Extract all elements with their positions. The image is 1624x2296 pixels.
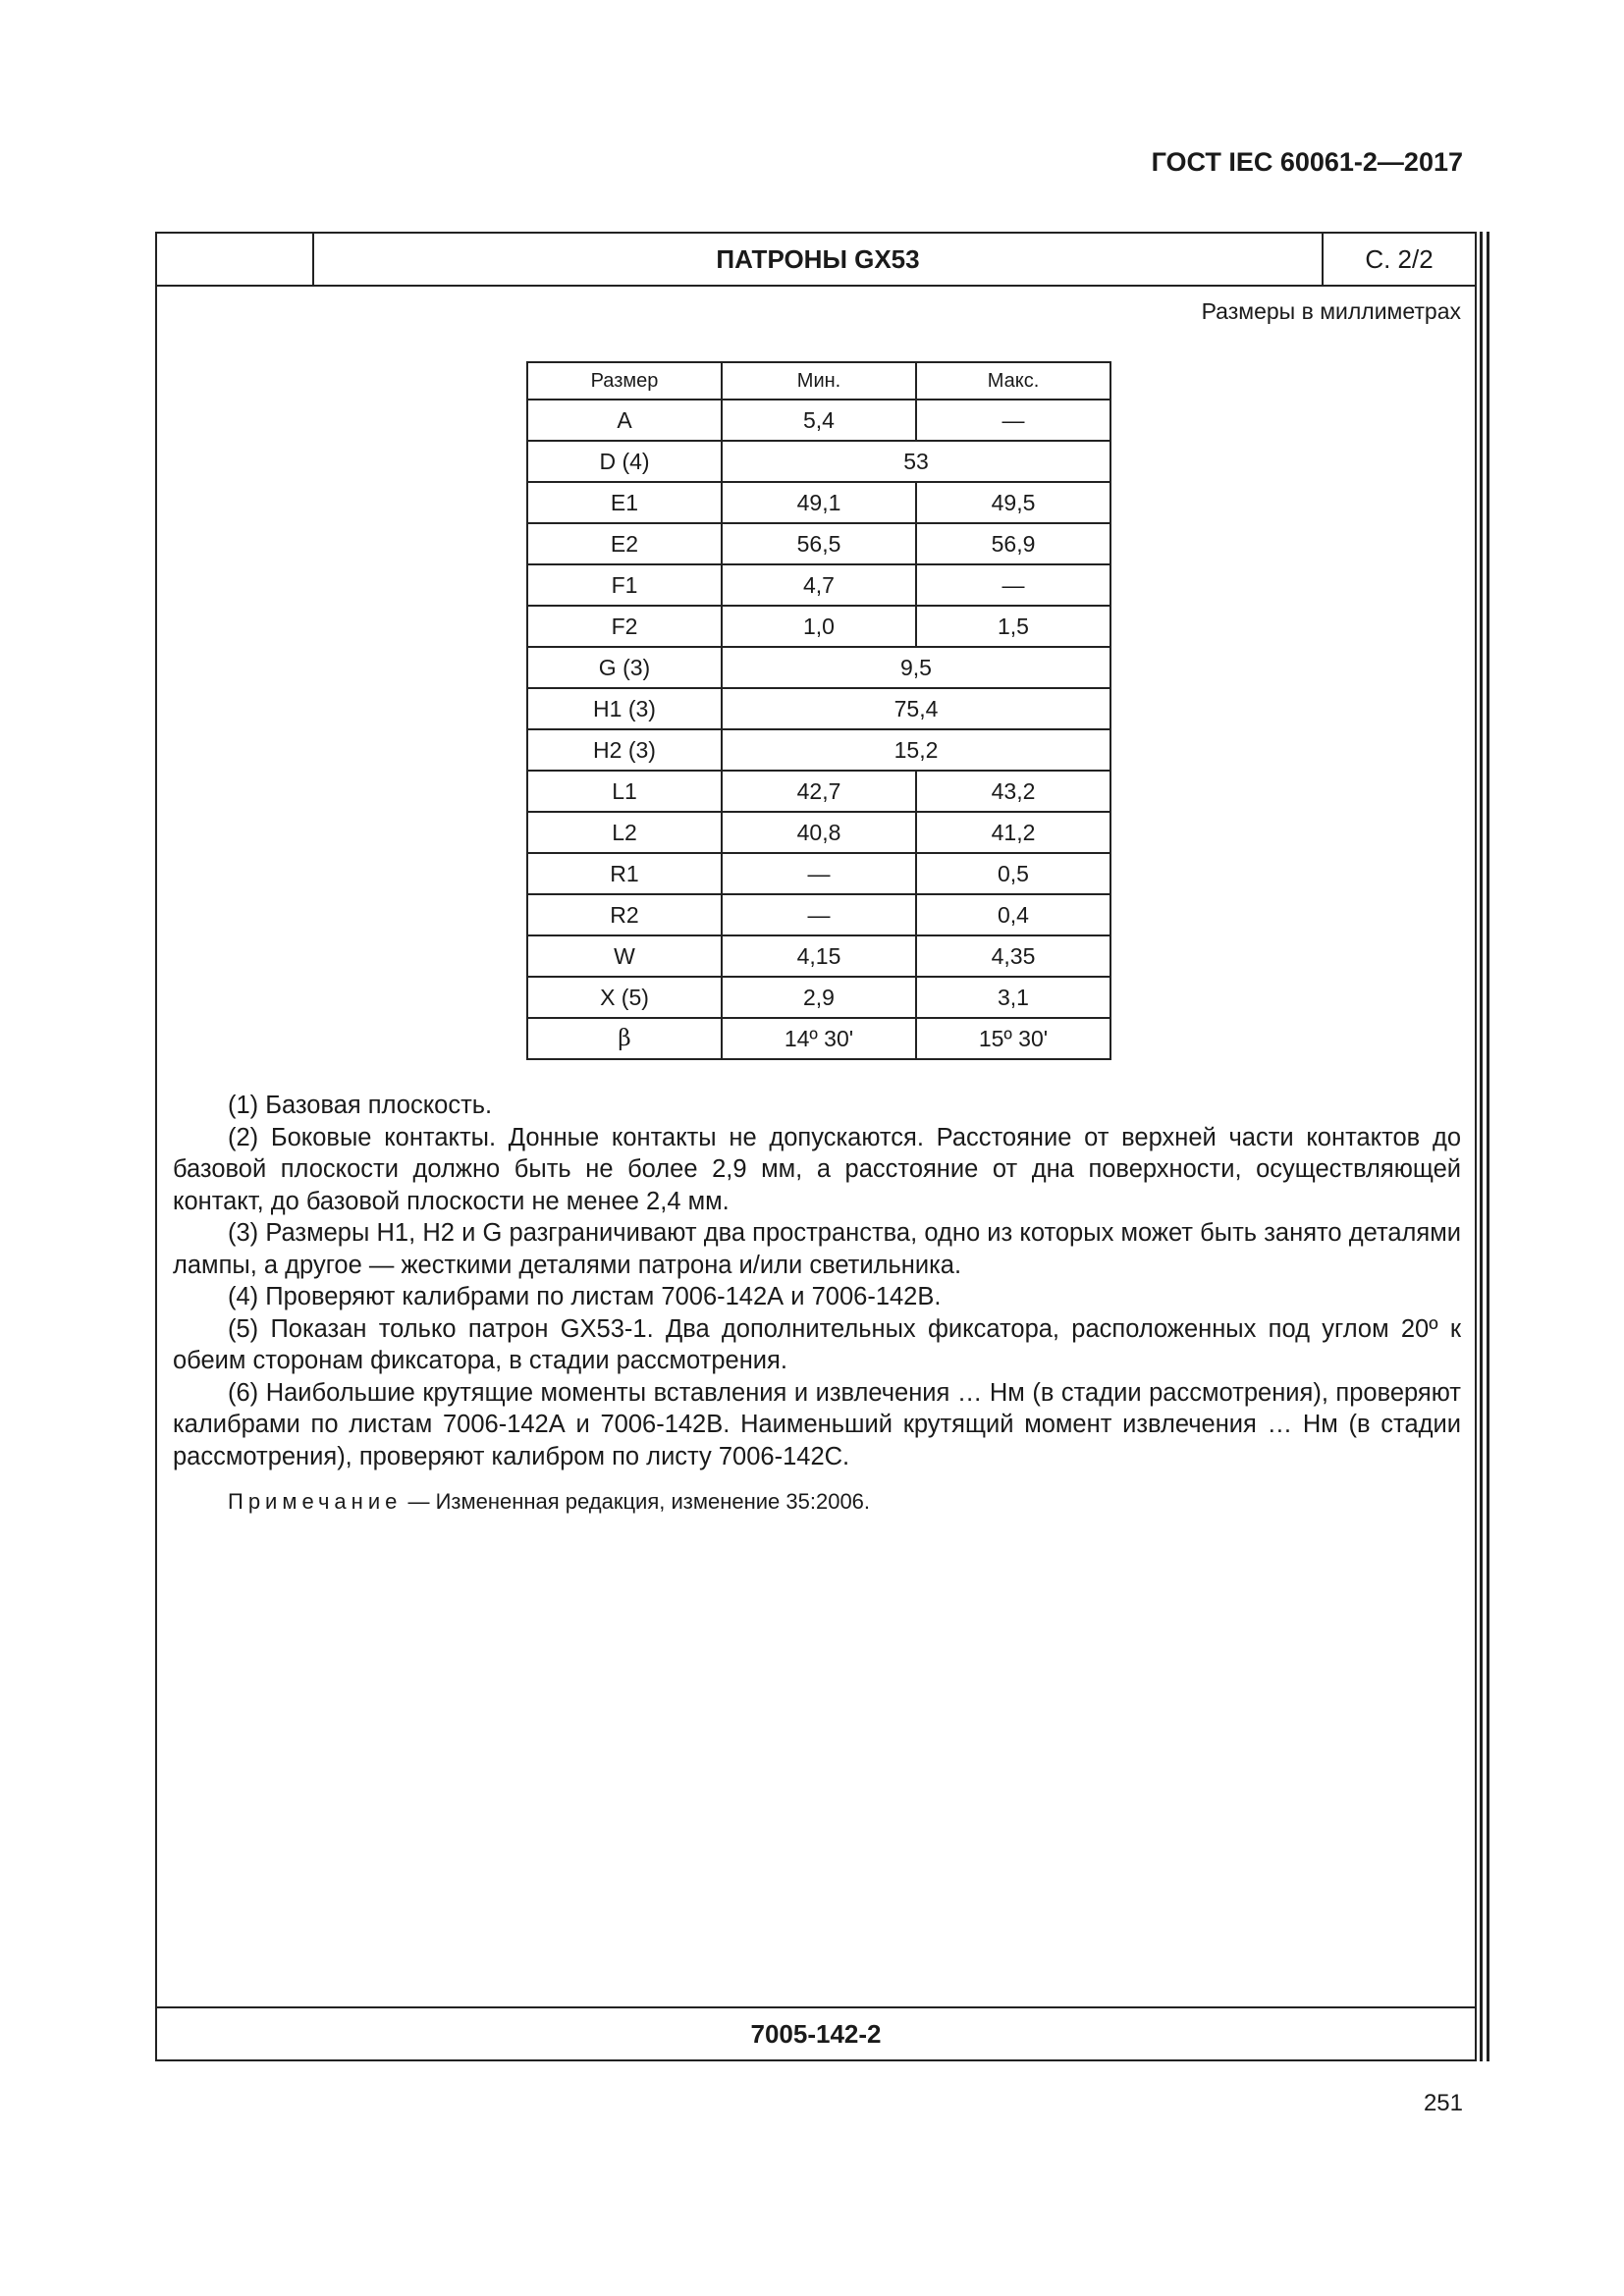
cell-max: 4,35 xyxy=(916,935,1110,977)
table-row xyxy=(527,523,1110,564)
header-min: Мин. xyxy=(722,362,916,400)
cell-size: F1 xyxy=(527,564,722,606)
sheet-title: ПАТРОНЫ GX53 xyxy=(716,243,920,274)
note-3: (3) Размеры Н1, Н2 и G разграничивают два пространства, одно из которых может быть занято деталями лампы, а другое — жесткими деталями патрона и/или светильника. xyxy=(173,1219,1461,1279)
header-max: Макс. xyxy=(916,362,1110,400)
cell-value: 75,4 xyxy=(722,688,1110,729)
cell-min: — xyxy=(722,894,916,935)
table-row xyxy=(527,853,1110,894)
cell-max: 0,5 xyxy=(916,853,1110,894)
cell-value: 9,5 xyxy=(722,647,1110,688)
units-note: Размеры в миллиметрах xyxy=(1201,298,1461,324)
remark-label: Примечание xyxy=(228,1489,403,1514)
table-row xyxy=(527,400,1110,441)
title-row xyxy=(157,234,1475,287)
table-row xyxy=(527,688,1110,729)
cell-size: A xyxy=(527,400,722,441)
notes-section xyxy=(173,1090,1461,1519)
cell-max: 56,9 xyxy=(916,523,1110,564)
cell-size: R1 xyxy=(527,853,722,894)
header-size: Размер xyxy=(527,362,722,400)
cell-max: 49,5 xyxy=(916,482,1110,523)
cell-min: 1,0 xyxy=(722,606,916,647)
table-row xyxy=(527,977,1110,1018)
table-row xyxy=(527,482,1110,523)
cell-size: H2 (3) xyxy=(527,729,722,771)
remark xyxy=(173,1486,1461,1519)
title-empty-cell xyxy=(157,234,314,285)
cell-min: 40,8 xyxy=(722,812,916,853)
cell-max: 15º 30' xyxy=(916,1018,1110,1059)
frame-edge-bars xyxy=(1480,232,1489,2061)
table-row xyxy=(527,1018,1110,1059)
cell-size: X (5) xyxy=(527,977,722,1018)
cell-size: R2 xyxy=(527,894,722,935)
cell-size: G (3) xyxy=(527,647,722,688)
note-2: (2) Боковые контакты. Донные контакты не допускаются. Расстояние от верхней части контактов до базовой плоскости должно быть не более 2,9 мм, а расстояние от дна поверхности, осуществляющей контакт, до базовой плоскости не менее 2,4 мм. xyxy=(173,1123,1461,1215)
cell-min: 4,7 xyxy=(722,564,916,606)
cell-size: L2 xyxy=(527,812,722,853)
cell-max: — xyxy=(916,400,1110,441)
table-row xyxy=(527,564,1110,606)
table-row xyxy=(527,894,1110,935)
page-number: 251 xyxy=(1423,2090,1463,2116)
note-6: (6) Наибольшие крутящие моменты вставления и извлечения … Нм (в стадии рассмотрения), проверяют калибрами по листам 7006-142А и 7006-142В. Наименьший крутящий момент извлечения … Нм (в стадии рассмотрения), проверяют калибром по листу 7006-142С. xyxy=(173,1378,1461,1470)
table-row xyxy=(527,647,1110,688)
cell-min: — xyxy=(722,853,916,894)
table-row xyxy=(527,935,1110,977)
cell-max: 0,4 xyxy=(916,894,1110,935)
sheet-number: 7005-142-2 xyxy=(157,2006,1475,2059)
cell-max: 3,1 xyxy=(916,977,1110,1018)
cell-size: L1 xyxy=(527,771,722,812)
note-1: (1) Базовая плоскость. xyxy=(228,1092,493,1119)
remark-text: — Измененная редакция, изменение 35:2006. xyxy=(402,1489,871,1514)
cell-min: 5,4 xyxy=(722,400,916,441)
cell-size: D (4) xyxy=(527,441,722,482)
cell-min: 49,1 xyxy=(722,482,916,523)
table-row xyxy=(527,812,1110,853)
cell-min: 56,5 xyxy=(722,523,916,564)
standard-designation: ГОСТ IEC 60061-2—2017 xyxy=(1151,147,1463,177)
table-row xyxy=(527,729,1110,771)
cell-min: 2,9 xyxy=(722,977,916,1018)
cell-min: 4,15 xyxy=(722,935,916,977)
table-row xyxy=(527,771,1110,812)
cell-size: H1 (3) xyxy=(527,688,722,729)
cell-max: 43,2 xyxy=(916,771,1110,812)
cell-size: E2 xyxy=(527,523,722,564)
cell-min: 14º 30' xyxy=(722,1018,916,1059)
cell-max: 1,5 xyxy=(916,606,1110,647)
cell-max: 41,2 xyxy=(916,812,1110,853)
cell-size: β xyxy=(527,1018,722,1059)
cell-value: 15,2 xyxy=(722,729,1110,771)
cell-size: E1 xyxy=(527,482,722,523)
cell-value: 53 xyxy=(722,441,1110,482)
table-row xyxy=(527,441,1110,482)
cell-size: F2 xyxy=(527,606,722,647)
table-row xyxy=(527,606,1110,647)
note-4: (4) Проверяют калибрами по листам 7006-142А и 7006-142В. xyxy=(228,1283,942,1310)
note-5: (5) Показан только патрон GX53-1. Два дополнительных фиксатора, расположенных под углом 20º к обеим сторонам фиксатора, в стадии рассмотрения. xyxy=(173,1314,1461,1374)
sheet-page-ref: С. 2/2 xyxy=(1322,234,1475,285)
sheet-frame xyxy=(155,232,1477,2061)
cell-max: — xyxy=(916,564,1110,606)
cell-min: 42,7 xyxy=(722,771,916,812)
cell-size: W xyxy=(527,935,722,977)
dimensions-table xyxy=(526,361,1111,1060)
frame-edge-bar xyxy=(1487,232,1489,2061)
frame-edge-bar xyxy=(1480,232,1483,2061)
table-header-row xyxy=(527,362,1110,400)
